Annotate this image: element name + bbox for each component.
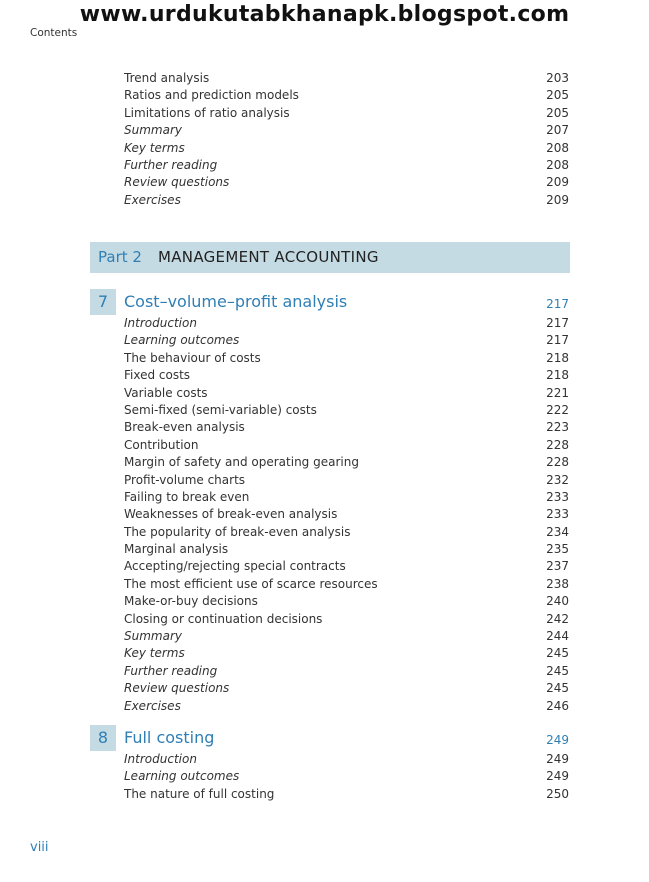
toc-entry-title: Closing or continuation decisions	[124, 611, 323, 626]
toc-entry-title: Variable costs	[124, 385, 208, 400]
toc-entry-page: 207	[546, 123, 569, 138]
toc-entry-page: 240	[546, 594, 569, 609]
chapter-heading[interactable]	[0, 289, 649, 315]
toc-entry-title: The most efficient use of scarce resources	[124, 576, 378, 591]
toc-entry[interactable]	[0, 70, 649, 87]
toc-entry[interactable]	[0, 593, 649, 610]
toc-entry[interactable]	[0, 174, 649, 191]
toc-entry-page: 250	[546, 786, 569, 801]
toc-entry-title: Introduction	[124, 316, 197, 330]
toc-entry[interactable]	[0, 367, 649, 384]
watermark-url: www.urdukutabkhanapk.blogspot.com	[79, 2, 570, 27]
toc-entry[interactable]	[0, 350, 649, 367]
toc-entry-page: 228	[546, 455, 569, 470]
toc-entry-page: 208	[546, 140, 569, 155]
toc-entry-title: Summary	[124, 123, 182, 138]
toc-entry-page: 246	[546, 698, 569, 713]
toc-entry-page: 234	[546, 524, 569, 539]
toc-entry-page: 205	[546, 88, 569, 103]
toc-entry-page: 245	[546, 681, 569, 696]
toc-entry[interactable]	[0, 157, 649, 174]
toc-entry-page: 249	[546, 752, 569, 766]
toc-entry-page: 205	[546, 105, 569, 120]
toc-entry[interactable]	[0, 768, 649, 785]
toc-entry-page: 203	[546, 71, 569, 85]
toc-entry-title: Introduction	[124, 752, 197, 766]
toc-entry-page: 228	[546, 437, 569, 452]
toc-entry[interactable]	[0, 385, 649, 402]
toc-entry-title: Key terms	[124, 646, 185, 661]
toc-entry[interactable]	[0, 576, 649, 593]
toc-entry-title: Exercises	[124, 192, 181, 207]
toc-entry[interactable]	[0, 541, 649, 558]
toc-entry[interactable]	[0, 663, 649, 680]
toc-entry-title: Contribution	[124, 437, 199, 452]
toc-entry-title: Semi-fixed (semi-variable) costs	[124, 402, 317, 417]
toc-entry-title: Learning outcomes	[124, 333, 240, 348]
toc-entry-title: Learning outcomes	[124, 769, 240, 784]
toc-entry-title: The behaviour of costs	[124, 350, 261, 365]
continued-entries-list	[0, 70, 649, 209]
toc-entry-page: 233	[546, 489, 569, 504]
toc-entry-page: 244	[546, 629, 569, 644]
toc-entry[interactable]	[0, 489, 649, 506]
toc-entry-page: 223	[546, 420, 569, 435]
toc-entry[interactable]	[0, 140, 649, 157]
toc-entry[interactable]	[0, 332, 649, 349]
toc-entry[interactable]	[0, 645, 649, 662]
toc-entry[interactable]	[0, 698, 649, 715]
toc-entry-page: 237	[546, 559, 569, 574]
part-label: Part 2	[98, 248, 142, 266]
toc-entry-page: 218	[546, 368, 569, 383]
toc-entry-page: 209	[546, 192, 569, 207]
toc-entry[interactable]	[0, 558, 649, 575]
toc-entry-title: Accepting/rejecting special contracts	[124, 559, 346, 574]
toc-entry-page: 218	[546, 350, 569, 365]
chapter-heading[interactable]	[0, 725, 649, 751]
toc-entry-title: Key terms	[124, 140, 185, 155]
toc-entry-page: 217	[546, 316, 569, 330]
toc-entry-page: 233	[546, 507, 569, 522]
toc-entry-page: 209	[546, 175, 569, 190]
part-banner	[90, 242, 570, 273]
chapter-page-number: 217	[546, 297, 569, 311]
toc-entry-page: 235	[546, 542, 569, 557]
chapter-number-box: 8	[90, 725, 116, 751]
toc-entry[interactable]	[0, 192, 649, 209]
toc-entry[interactable]	[0, 611, 649, 628]
toc-entry[interactable]	[0, 419, 649, 436]
toc-entry[interactable]	[0, 122, 649, 139]
toc-entry-page: 232	[546, 472, 569, 487]
toc-entry-title: Ratios and prediction models	[124, 88, 299, 103]
toc-entry[interactable]	[0, 402, 649, 419]
toc-entry-title: Break-even analysis	[124, 420, 245, 435]
toc-entry[interactable]	[0, 524, 649, 541]
toc-entry-title: Trend analysis	[124, 71, 210, 85]
chapter-entries-list	[0, 315, 649, 715]
toc-entry-title: Failing to break even	[124, 489, 250, 504]
chapter-page-number: 249	[546, 733, 569, 747]
toc-entry-title: Marginal analysis	[124, 542, 229, 557]
toc-entry-page: 208	[546, 157, 569, 172]
part-title: MANAGEMENT ACCOUNTING	[158, 248, 379, 266]
toc-entry-page: 245	[546, 646, 569, 661]
toc-entry[interactable]	[0, 628, 649, 645]
toc-entry[interactable]	[0, 315, 649, 332]
toc-entry-page: 217	[546, 333, 569, 348]
toc-entry[interactable]	[0, 105, 649, 122]
toc-entry-title: Margin of safety and operating gearing	[124, 455, 359, 470]
toc-entry-title: The popularity of break-even analysis	[124, 524, 351, 539]
toc-entry-title: Limitations of ratio analysis	[124, 105, 290, 120]
toc-entry-page: 242	[546, 611, 569, 626]
toc-entry-page: 238	[546, 576, 569, 591]
toc-entry-title: The nature of full costing	[124, 786, 275, 801]
toc-entry-title: Summary	[124, 629, 182, 644]
toc-entry-page: 249	[546, 769, 569, 784]
running-head: Contents	[30, 27, 78, 39]
page-folio: viii	[30, 840, 49, 855]
toc-entry[interactable]	[0, 454, 649, 471]
toc-entry-title: Make-or-buy decisions	[124, 594, 258, 609]
chapter-number-box: 7	[90, 289, 116, 315]
toc-entry-title: Profit-volume charts	[124, 472, 246, 487]
toc-entry[interactable]	[0, 506, 649, 523]
toc-entry-page: 221	[546, 385, 569, 400]
toc-entry-title: Review questions	[124, 175, 230, 190]
chapter-title: Full costing	[124, 728, 215, 747]
toc-entry-title: Fixed costs	[124, 368, 191, 383]
chapter-entries-list	[0, 751, 649, 803]
toc-entry[interactable]	[0, 751, 649, 768]
toc-entry[interactable]	[0, 680, 649, 697]
toc-entry-page: 222	[546, 402, 569, 417]
toc-entry[interactable]	[0, 472, 649, 489]
toc-entry[interactable]	[0, 786, 649, 803]
toc-entry[interactable]	[0, 87, 649, 104]
toc-entry-title: Review questions	[124, 681, 230, 696]
toc-entry-title: Weaknesses of break-even analysis	[124, 507, 338, 522]
toc-entry-title: Further reading	[124, 663, 218, 678]
toc-entry-page: 245	[546, 663, 569, 678]
toc-entry-title: Further reading	[124, 157, 218, 172]
toc-entry-title: Exercises	[124, 698, 181, 713]
toc-entry[interactable]	[0, 437, 649, 454]
chapter-title: Cost–volume–profit analysis	[124, 292, 348, 311]
